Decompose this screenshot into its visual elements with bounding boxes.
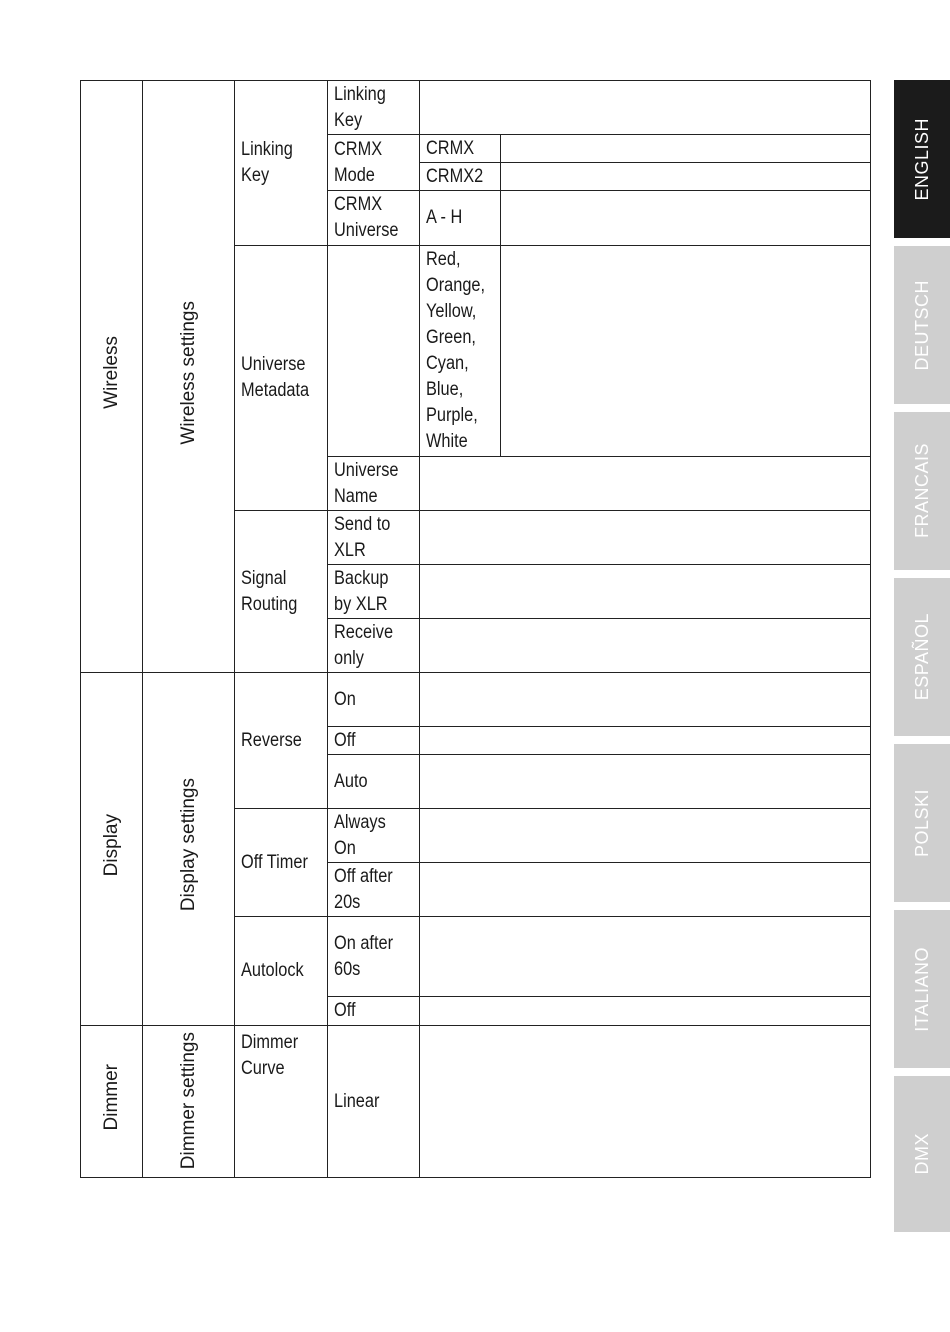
option-off-after-20s: Off after 20s [328, 863, 420, 917]
option-linking-key: Linking Key [328, 81, 420, 135]
tab-francais[interactable]: FRANCAIS [894, 412, 950, 570]
option-linear: Linear [328, 1026, 420, 1178]
group-off-timer: Off Timer [235, 809, 328, 917]
description-cell [501, 191, 871, 246]
menu-settings-table [80, 80, 871, 1178]
description-cell [420, 457, 871, 511]
table-row [81, 81, 871, 135]
table-row [81, 673, 871, 727]
value-universe-range: A - H [420, 191, 501, 246]
description-cell [420, 619, 871, 673]
settings-display: Display settings [143, 673, 235, 1026]
option-backup-by-xlr: Backup by XLR [328, 565, 420, 619]
description-cell [420, 917, 871, 997]
tab-polski[interactable]: POLSKI [894, 744, 950, 902]
tab-english[interactable]: ENGLISH [894, 80, 950, 238]
value-crmx: CRMX [420, 135, 501, 163]
category-display: Display [81, 673, 143, 1026]
description-cell [501, 135, 871, 163]
settings-dimmer: Dimmer settings [143, 1026, 235, 1178]
group-universe-metadata: Universe Metadata [235, 246, 328, 511]
settings-wireless: Wireless settings [143, 81, 235, 673]
option-send-to-xlr: Send to XLR [328, 511, 420, 565]
option-receive-only: Receive only [328, 619, 420, 673]
option-crmx-mode: CRMX Mode [328, 135, 420, 191]
option-universe-name: Universe Name [328, 457, 420, 511]
option-autolock-off: Off [328, 997, 420, 1026]
group-dimmer-curve: Dimmer Curve [235, 1026, 328, 1178]
option-universe-color [328, 246, 420, 457]
option-always-on: Always On [328, 809, 420, 863]
group-signal-routing: Signal Routing [235, 511, 328, 673]
description-cell [420, 997, 871, 1026]
description-cell [501, 163, 871, 191]
value-crmx2: CRMX2 [420, 163, 501, 191]
description-cell [501, 246, 871, 457]
option-on-after-60s: On after 60s [328, 917, 420, 997]
tab-italiano[interactable]: ITALIANO [894, 910, 950, 1068]
tab-espanol[interactable]: ESPAÑOL [894, 578, 950, 736]
option-on: On [328, 673, 420, 727]
description-cell [420, 673, 871, 727]
option-crmx-universe: CRMX Universe [328, 191, 420, 246]
description-cell [420, 511, 871, 565]
description-cell [420, 81, 871, 135]
description-cell [420, 727, 871, 755]
option-off: Off [328, 727, 420, 755]
tab-deutsch[interactable]: DEUTSCH [894, 246, 950, 404]
description-cell [420, 565, 871, 619]
description-cell [420, 809, 871, 863]
description-cell [420, 755, 871, 809]
description-cell [420, 1026, 871, 1178]
group-linking-key: Linking Key [235, 81, 328, 246]
option-auto: Auto [328, 755, 420, 809]
table-row [81, 1026, 871, 1178]
category-wireless: Wireless [81, 81, 143, 673]
group-autolock: Autolock [235, 917, 328, 1026]
group-reverse: Reverse [235, 673, 328, 809]
category-dimmer: Dimmer [81, 1026, 143, 1178]
tab-dmx[interactable]: DMX [894, 1076, 950, 1232]
value-color-list: Red, Orange, Yellow, Green, Cyan, Blue, Purple, White [420, 246, 501, 457]
description-cell [420, 863, 871, 917]
